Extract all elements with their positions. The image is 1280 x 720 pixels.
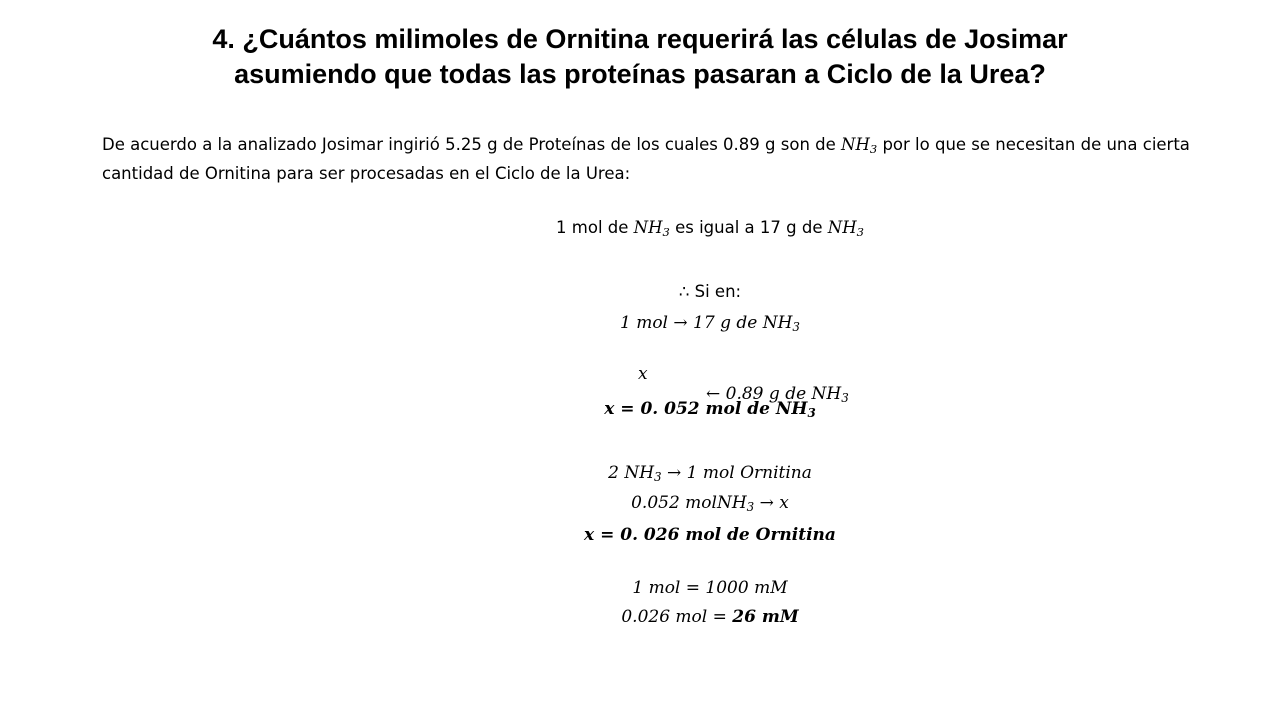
rule2-line-2a: 0.052 molNH: [631, 493, 747, 513]
rule2-line-1-sub: 3: [654, 469, 662, 484]
rule2-line-2b: → x: [754, 493, 789, 513]
title-line-2: asumiendo que todas las proteínas pasaran a Ciclo de la Urea?: [234, 59, 1046, 89]
equiv-nh-2: NH: [827, 218, 857, 237]
rule2-line-1: [460, 463, 960, 483]
equivalence-statement: [400, 218, 1020, 237]
rule1-result: [460, 399, 960, 419]
therefore-label: ∴ Si en:: [678, 282, 742, 301]
rule2-line-2: [460, 493, 960, 513]
rule1-x-variable: x: [638, 364, 648, 384]
equiv-nh-sub: 3: [662, 224, 670, 239]
equiv-nh3-1: [634, 218, 670, 237]
rule2-result: x = 0. 026 mol de Ornitina: [584, 525, 836, 545]
rule1-result-text: x = 0. 052 mol de NH: [604, 399, 808, 419]
rule2-line-2-sub: 3: [746, 499, 755, 514]
intro-paragraph: [102, 130, 1222, 188]
conversion-line-2: [460, 607, 960, 627]
equiv-text-b: es igual a 17 g de: [669, 218, 828, 237]
equiv-text-a: 1 mol de: [556, 218, 634, 237]
conversion-result: 26 mM: [732, 607, 799, 627]
equiv-nh: NH: [633, 218, 663, 237]
slide-title: [60, 22, 1220, 92]
rule1-line-2-text: ← 0.89 g de NH: [706, 384, 842, 404]
title-line-1: 4. ¿Cuántos milimoles de Ornitina requerirá las células de Josimar: [212, 24, 1068, 54]
intro-nh-sub: 3: [869, 141, 878, 156]
rule1-line-1-sub: 3: [792, 319, 800, 334]
rule1-result-sub: 3: [807, 405, 816, 420]
equiv-nh-sub-2: 3: [856, 224, 864, 239]
equiv-nh3-2: [828, 218, 864, 237]
intro-text-1: De acuerdo a la analizado Josimar ingirió 5.25 g de Proteínas de los cuales 0.89 g son de: [102, 135, 842, 154]
intro-nh3: [841, 135, 877, 154]
rule1-line-2-sub: 3: [841, 390, 849, 405]
intro-text-2: por lo que se necesitan de una cierta cantidad de Ornitina para ser procesadas en el Ciclo de la Urea:: [102, 135, 1190, 183]
rule1-line-2: [460, 344, 960, 405]
rule2-line-1a: 2 NH: [608, 463, 655, 483]
rule1-line-1: [460, 313, 960, 333]
conversion-line-1: 1 mol = 1000 mM: [632, 578, 788, 598]
conversion-line-2a: 0.026 mol =: [621, 607, 733, 627]
rule1-line-1-text: 1 mol → 17 g de NH: [619, 313, 793, 333]
intro-nh: NH: [841, 135, 870, 154]
rule2-line-1b: → 1 mol Ornitina: [661, 463, 812, 483]
